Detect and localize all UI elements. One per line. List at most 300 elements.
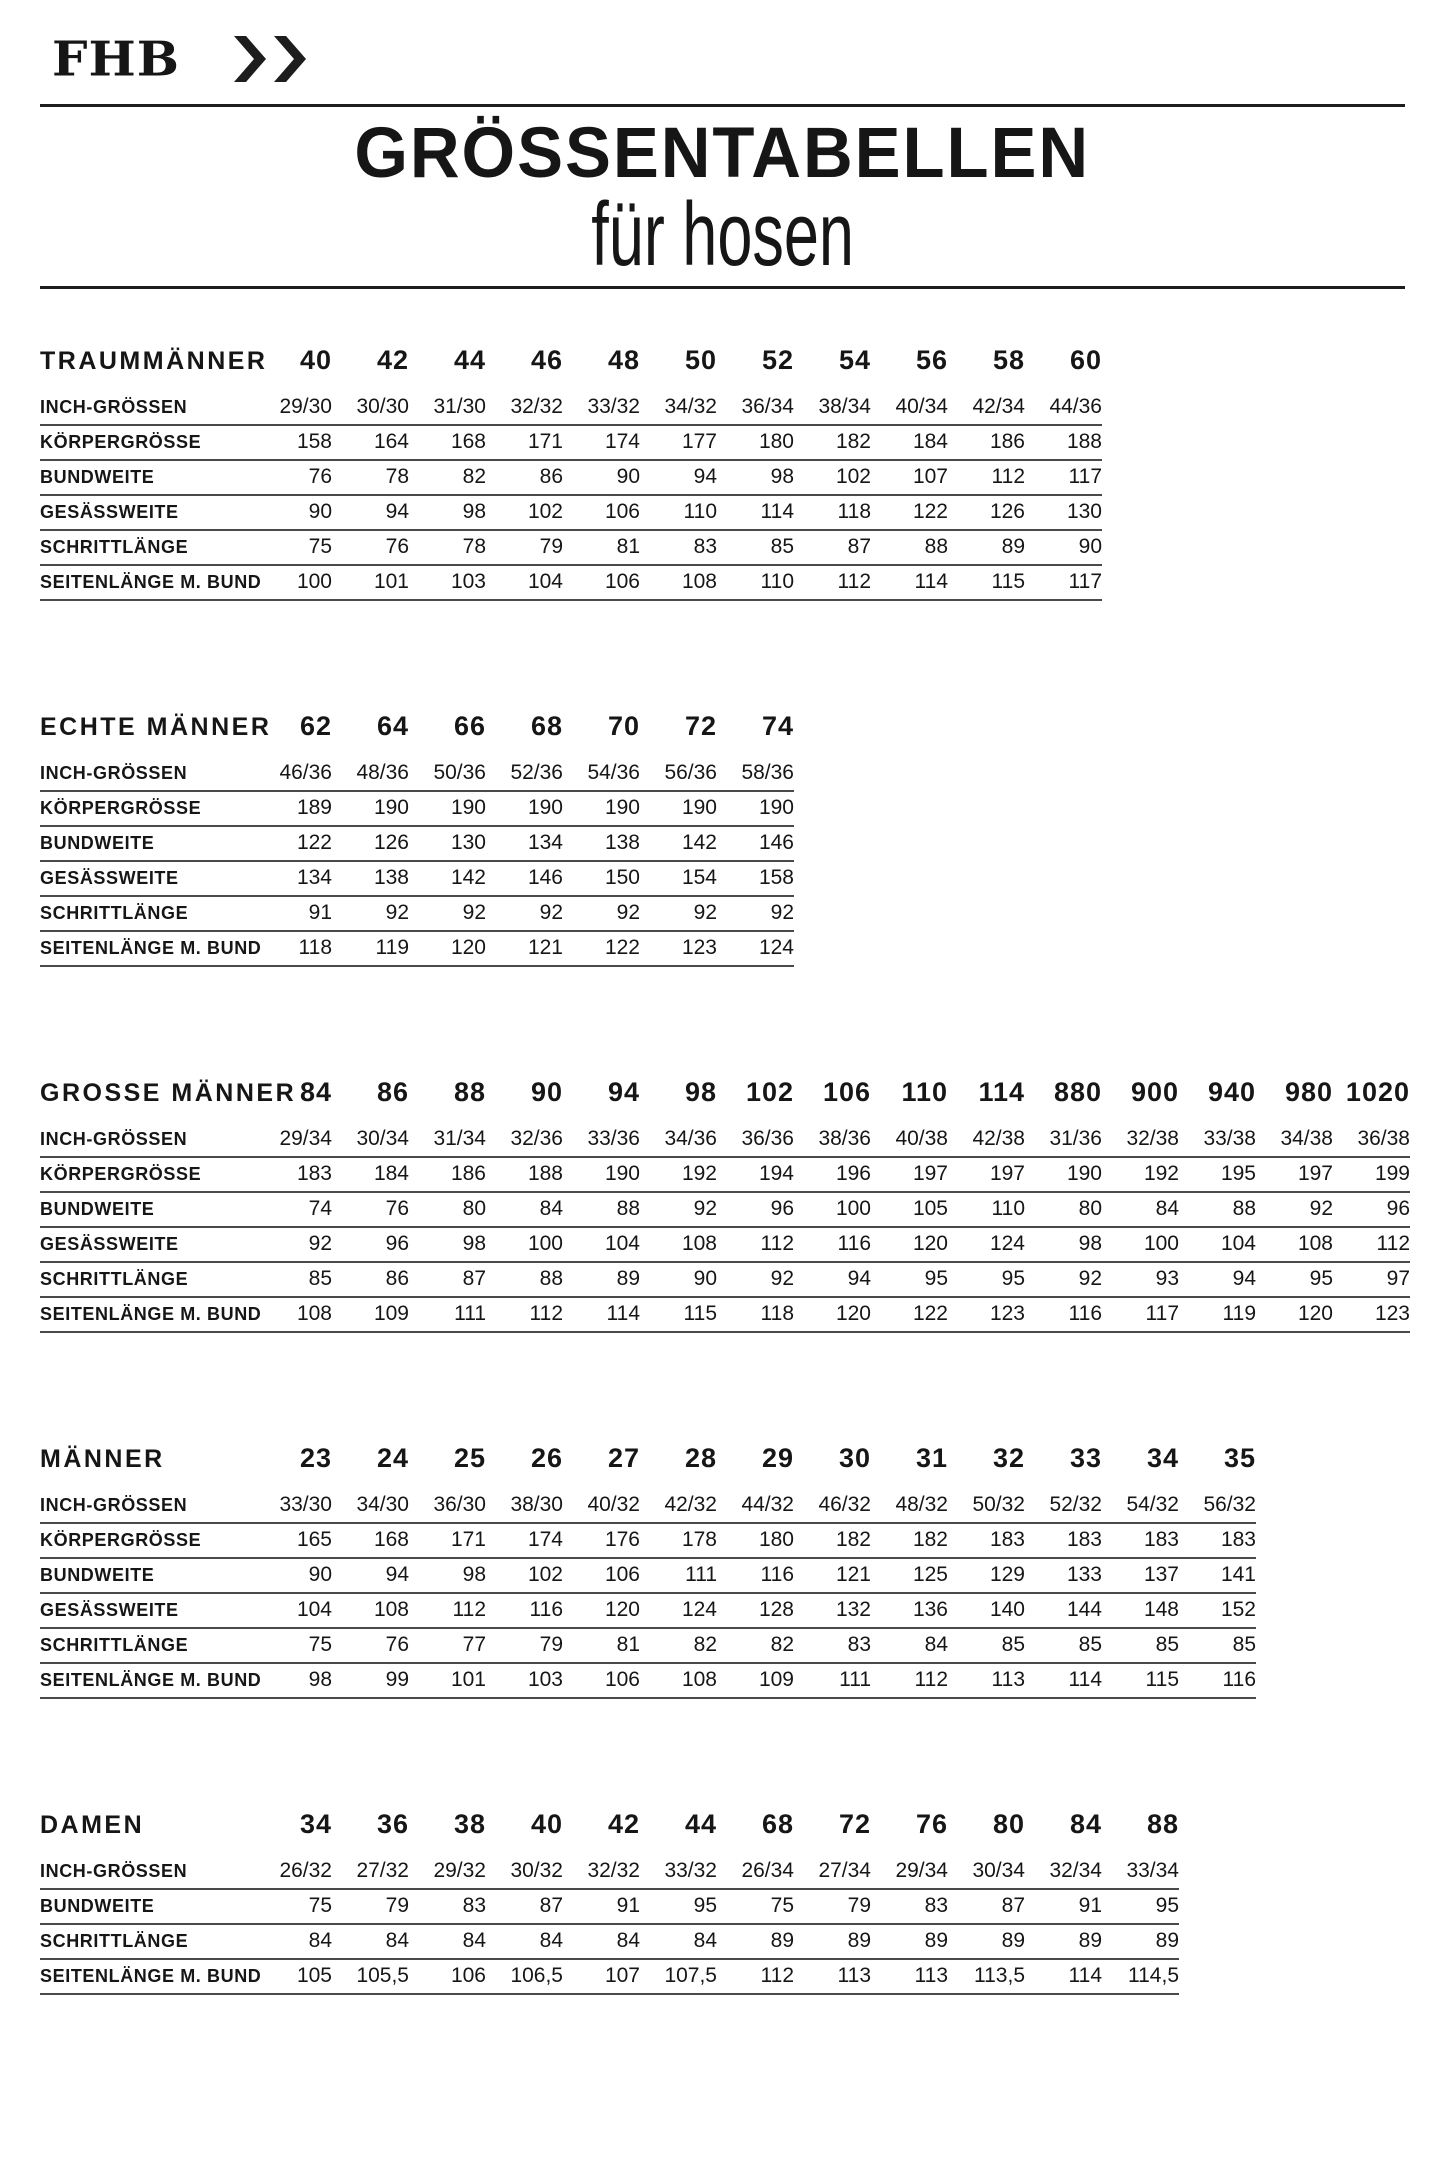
size-column-header: 31 xyxy=(915,1443,948,1474)
size-value-cell: 190 xyxy=(332,791,409,826)
size-value-cell: 54/36 xyxy=(563,757,640,791)
size-value-cell: 76 xyxy=(332,530,409,565)
size-value-cell: 190 xyxy=(563,791,640,826)
size-value-cell: 104 xyxy=(255,1593,332,1628)
size-value-cell: 107 xyxy=(563,1959,640,1994)
size-value-cell: 197 xyxy=(871,1157,948,1192)
size-value-cell: 88 xyxy=(486,1262,563,1297)
size-value-cell: 115 xyxy=(640,1297,717,1332)
size-column-header: 72 xyxy=(684,711,717,742)
size-value-cell: 82 xyxy=(640,1628,717,1663)
row-label: BUNDWEITE xyxy=(40,826,255,861)
size-value-cell: 180 xyxy=(717,425,794,460)
size-value-cell: 106,5 xyxy=(486,1959,563,1994)
size-value-cell: 188 xyxy=(1025,425,1102,460)
size-value-cell: 108 xyxy=(332,1593,409,1628)
size-value-cell: 91 xyxy=(563,1889,640,1924)
size-value-cell: 33/38 xyxy=(1179,1123,1256,1157)
size-value-cell: 146 xyxy=(486,861,563,896)
size-value-cell: 84 xyxy=(486,1924,563,1959)
size-value-cell: 113,5 xyxy=(948,1959,1025,1994)
size-value-cell: 183 xyxy=(1179,1523,1256,1558)
size-column-header: 76 xyxy=(915,1809,948,1840)
size-value-cell: 94 xyxy=(332,495,409,530)
size-value-cell: 112 xyxy=(717,1959,794,1994)
size-value-cell: 165 xyxy=(255,1523,332,1558)
size-value-cell: 27/34 xyxy=(794,1855,871,1889)
size-value-cell: 129 xyxy=(948,1558,1025,1593)
table-name: DAMEN xyxy=(40,1811,145,1840)
size-value-cell: 54/32 xyxy=(1102,1489,1179,1523)
divider-top xyxy=(40,104,1405,107)
table-row xyxy=(40,460,1102,495)
size-value-cell: 138 xyxy=(332,861,409,896)
size-value-cell: 26/34 xyxy=(717,1855,794,1889)
size-value-cell: 98 xyxy=(409,495,486,530)
size-value-cell: 96 xyxy=(1333,1192,1410,1227)
size-column-header: 62 xyxy=(299,711,332,742)
size-value-cell: 130 xyxy=(409,826,486,861)
size-value-cell: 184 xyxy=(871,425,948,460)
size-value-cell: 90 xyxy=(255,495,332,530)
size-value-cell: 90 xyxy=(255,1558,332,1593)
table-row xyxy=(40,1123,1410,1157)
size-value-cell: 88 xyxy=(1179,1192,1256,1227)
header-row xyxy=(40,711,794,757)
size-value-cell: 192 xyxy=(1102,1157,1179,1192)
size-value-cell: 40/32 xyxy=(563,1489,640,1523)
size-column-header: 25 xyxy=(453,1443,486,1474)
size-value-cell: 46/36 xyxy=(255,757,332,791)
row-label: GESÄSSWEITE xyxy=(40,495,255,530)
size-column-header: 880 xyxy=(1053,1077,1102,1108)
size-value-cell: 194 xyxy=(717,1157,794,1192)
size-value-cell: 113 xyxy=(948,1663,1025,1698)
size-column-header: 74 xyxy=(761,711,794,742)
row-label: SEITENLÄNGE M. BUND xyxy=(40,565,255,600)
size-value-cell: 132 xyxy=(794,1593,871,1628)
size-value-cell: 197 xyxy=(948,1157,1025,1192)
size-value-cell: 89 xyxy=(871,1924,948,1959)
size-column-header: 88 xyxy=(453,1077,486,1108)
size-value-cell: 128 xyxy=(717,1593,794,1628)
size-value-cell: 120 xyxy=(563,1593,640,1628)
size-value-cell: 126 xyxy=(332,826,409,861)
size-column-header: 42 xyxy=(607,1809,640,1840)
size-value-cell: 168 xyxy=(332,1523,409,1558)
size-value-cell: 124 xyxy=(717,931,794,966)
double-chevron-right-icon xyxy=(232,34,310,84)
size-value-cell: 38/36 xyxy=(794,1123,871,1157)
size-value-cell: 98 xyxy=(1025,1227,1102,1262)
size-value-cell: 106 xyxy=(563,1663,640,1698)
size-value-cell: 142 xyxy=(640,826,717,861)
size-value-cell: 85 xyxy=(255,1262,332,1297)
size-column-header: 98 xyxy=(684,1077,717,1108)
size-value-cell: 95 xyxy=(1102,1889,1179,1924)
size-value-cell: 31/36 xyxy=(1025,1123,1102,1157)
row-label: KÖRPERGRÖSSE xyxy=(40,791,255,826)
size-value-cell: 34/36 xyxy=(640,1123,717,1157)
page-subtitle: für hosen xyxy=(591,184,854,285)
table-row xyxy=(40,425,1102,460)
size-value-cell: 98 xyxy=(409,1558,486,1593)
size-value-cell: 94 xyxy=(794,1262,871,1297)
size-value-cell: 48/32 xyxy=(871,1489,948,1523)
size-value-cell: 36/36 xyxy=(717,1123,794,1157)
size-value-cell: 119 xyxy=(332,931,409,966)
size-column-header: 56 xyxy=(915,345,948,376)
size-value-cell: 123 xyxy=(1333,1297,1410,1332)
size-table-grid-maenner xyxy=(40,1443,1256,1699)
table-row xyxy=(40,1628,1256,1663)
size-value-cell: 42/32 xyxy=(640,1489,717,1523)
size-value-cell: 94 xyxy=(1179,1262,1256,1297)
size-value-cell: 89 xyxy=(948,1924,1025,1959)
size-value-cell: 83 xyxy=(640,530,717,565)
size-value-cell: 154 xyxy=(640,861,717,896)
size-value-cell: 42/34 xyxy=(948,391,1025,425)
size-value-cell: 168 xyxy=(409,425,486,460)
size-column-header: 72 xyxy=(838,1809,871,1840)
size-value-cell: 106 xyxy=(563,1558,640,1593)
table-row xyxy=(40,896,794,931)
size-table-traummaenner xyxy=(40,345,1405,601)
size-value-cell: 56/32 xyxy=(1179,1489,1256,1523)
size-value-cell: 92 xyxy=(717,896,794,931)
size-column-header: 940 xyxy=(1207,1077,1256,1108)
size-value-cell: 29/34 xyxy=(871,1855,948,1889)
row-label: SEITENLÄNGE M. BUND xyxy=(40,1297,255,1332)
size-value-cell: 81 xyxy=(563,1628,640,1663)
size-value-cell: 94 xyxy=(332,1558,409,1593)
size-value-cell: 174 xyxy=(486,1523,563,1558)
table-row xyxy=(40,1262,1410,1297)
row-label: SCHRITTLÄNGE xyxy=(40,1628,255,1663)
row-label: SCHRITTLÄNGE xyxy=(40,1262,255,1297)
size-value-cell: 100 xyxy=(486,1227,563,1262)
size-value-cell: 40/34 xyxy=(871,391,948,425)
size-value-cell: 75 xyxy=(255,1628,332,1663)
size-value-cell: 88 xyxy=(871,530,948,565)
size-value-cell: 98 xyxy=(409,1227,486,1262)
size-value-cell: 113 xyxy=(871,1959,948,1994)
size-value-cell: 92 xyxy=(717,1262,794,1297)
table-row xyxy=(40,1855,1179,1889)
size-value-cell: 102 xyxy=(794,460,871,495)
size-value-cell: 186 xyxy=(409,1157,486,1192)
size-value-cell: 27/32 xyxy=(332,1855,409,1889)
table-name: TRAUMMÄNNER xyxy=(40,347,268,376)
size-value-cell: 112 xyxy=(794,565,871,600)
tables xyxy=(40,345,1410,1995)
size-column-header: 60 xyxy=(1069,345,1102,376)
size-value-cell: 188 xyxy=(486,1157,563,1192)
size-value-cell: 141 xyxy=(1179,1558,1256,1593)
size-value-cell: 125 xyxy=(871,1558,948,1593)
size-value-cell: 79 xyxy=(332,1889,409,1924)
size-value-cell: 121 xyxy=(486,931,563,966)
size-value-cell: 176 xyxy=(563,1523,640,1558)
size-value-cell: 133 xyxy=(1025,1558,1102,1593)
size-column-header: 23 xyxy=(299,1443,332,1474)
size-value-cell: 116 xyxy=(717,1558,794,1593)
size-value-cell: 89 xyxy=(794,1924,871,1959)
size-value-cell: 29/30 xyxy=(255,391,332,425)
size-value-cell: 116 xyxy=(486,1593,563,1628)
size-column-header: 34 xyxy=(299,1809,332,1840)
row-label: SCHRITTLÄNGE xyxy=(40,1924,255,1959)
size-value-cell: 100 xyxy=(1102,1227,1179,1262)
size-value-cell: 112 xyxy=(717,1227,794,1262)
size-value-cell: 32/34 xyxy=(1025,1855,1102,1889)
size-value-cell: 36/30 xyxy=(409,1489,486,1523)
size-value-cell: 182 xyxy=(794,425,871,460)
row-label: INCH-GRÖSSEN xyxy=(40,1489,255,1523)
size-value-cell: 105 xyxy=(255,1959,332,1994)
size-value-cell: 79 xyxy=(486,1628,563,1663)
size-value-cell: 80 xyxy=(409,1192,486,1227)
table-row xyxy=(40,530,1102,565)
size-value-cell: 30/34 xyxy=(948,1855,1025,1889)
table-row xyxy=(40,757,794,791)
size-value-cell: 117 xyxy=(1025,565,1102,600)
size-column-header: 35 xyxy=(1223,1443,1256,1474)
size-column-header: 94 xyxy=(607,1077,640,1108)
size-table-damen xyxy=(40,1809,1405,1995)
size-value-cell: 33/36 xyxy=(563,1123,640,1157)
size-value-cell: 148 xyxy=(1102,1593,1179,1628)
size-column-header: 90 xyxy=(530,1077,563,1108)
size-value-cell: 119 xyxy=(1179,1297,1256,1332)
size-value-cell: 84 xyxy=(409,1924,486,1959)
size-value-cell: 38/34 xyxy=(794,391,871,425)
size-value-cell: 87 xyxy=(794,530,871,565)
row-label: BUNDWEITE xyxy=(40,1889,255,1924)
table-row xyxy=(40,391,1102,425)
size-value-cell: 98 xyxy=(255,1663,332,1698)
size-value-cell: 85 xyxy=(1179,1628,1256,1663)
size-value-cell: 105 xyxy=(871,1192,948,1227)
size-value-cell: 111 xyxy=(794,1663,871,1698)
brand-logo-text: FHB xyxy=(52,30,180,87)
size-table-grid-grosse-maenner xyxy=(40,1077,1410,1333)
size-value-cell: 116 xyxy=(1179,1663,1256,1698)
size-value-cell: 79 xyxy=(486,530,563,565)
size-value-cell: 114 xyxy=(871,565,948,600)
row-label: BUNDWEITE xyxy=(40,1192,255,1227)
size-value-cell: 33/34 xyxy=(1102,1855,1179,1889)
size-value-cell: 152 xyxy=(1179,1593,1256,1628)
size-value-cell: 158 xyxy=(255,425,332,460)
size-value-cell: 184 xyxy=(332,1157,409,1192)
table-row xyxy=(40,1157,1410,1192)
size-value-cell: 190 xyxy=(409,791,486,826)
header-row xyxy=(40,345,1102,391)
table-row xyxy=(40,1489,1256,1523)
size-value-cell: 118 xyxy=(794,495,871,530)
size-value-cell: 190 xyxy=(717,791,794,826)
size-column-header: 900 xyxy=(1130,1077,1179,1108)
size-value-cell: 38/30 xyxy=(486,1489,563,1523)
header-row xyxy=(40,1809,1179,1855)
size-value-cell: 42/38 xyxy=(948,1123,1025,1157)
size-value-cell: 77 xyxy=(409,1628,486,1663)
size-value-cell: 182 xyxy=(871,1523,948,1558)
size-value-cell: 84 xyxy=(563,1924,640,1959)
size-value-cell: 50/36 xyxy=(409,757,486,791)
table-row xyxy=(40,1297,1410,1332)
size-column-header: 26 xyxy=(530,1443,563,1474)
size-table-grid-damen xyxy=(40,1809,1179,1995)
table-row xyxy=(40,931,794,966)
size-value-cell: 46/32 xyxy=(794,1489,871,1523)
size-column-header: 40 xyxy=(530,1809,563,1840)
size-value-cell: 92 xyxy=(255,1227,332,1262)
size-value-cell: 180 xyxy=(717,1523,794,1558)
size-value-cell: 89 xyxy=(1102,1924,1179,1959)
size-value-cell: 96 xyxy=(332,1227,409,1262)
size-column-header: 84 xyxy=(1069,1809,1102,1840)
size-column-header: 70 xyxy=(607,711,640,742)
size-value-cell: 136 xyxy=(871,1593,948,1628)
size-value-cell: 32/32 xyxy=(563,1855,640,1889)
row-label: GESÄSSWEITE xyxy=(40,1227,255,1262)
row-label: BUNDWEITE xyxy=(40,1558,255,1593)
size-column-header: 102 xyxy=(745,1077,794,1108)
size-value-cell: 114 xyxy=(1025,1663,1102,1698)
size-value-cell: 116 xyxy=(794,1227,871,1262)
size-value-cell: 74 xyxy=(255,1192,332,1227)
size-column-header: 46 xyxy=(530,345,563,376)
size-value-cell: 84 xyxy=(871,1628,948,1663)
size-value-cell: 178 xyxy=(640,1523,717,1558)
row-label: GESÄSSWEITE xyxy=(40,861,255,896)
size-value-cell: 95 xyxy=(871,1262,948,1297)
size-column-header: 36 xyxy=(376,1809,409,1840)
size-value-cell: 110 xyxy=(717,565,794,600)
size-value-cell: 112 xyxy=(871,1663,948,1698)
size-value-cell: 126 xyxy=(948,495,1025,530)
size-value-cell: 92 xyxy=(1256,1192,1333,1227)
size-value-cell: 76 xyxy=(332,1192,409,1227)
size-value-cell: 107,5 xyxy=(640,1959,717,1994)
size-table-echte-maenner xyxy=(40,711,1405,967)
size-value-cell: 33/32 xyxy=(563,391,640,425)
size-value-cell: 109 xyxy=(332,1297,409,1332)
size-value-cell: 186 xyxy=(948,425,1025,460)
size-column-header: 68 xyxy=(761,1809,794,1840)
size-value-cell: 84 xyxy=(1102,1192,1179,1227)
table-row xyxy=(40,1924,1179,1959)
size-value-cell: 91 xyxy=(255,896,332,931)
table-row xyxy=(40,826,794,861)
table-row xyxy=(40,1959,1179,1994)
size-value-cell: 103 xyxy=(409,565,486,600)
size-value-cell: 116 xyxy=(1025,1297,1102,1332)
row-label: KÖRPERGRÖSSE xyxy=(40,425,255,460)
row-label: INCH-GRÖSSEN xyxy=(40,1855,255,1889)
size-value-cell: 29/34 xyxy=(255,1123,332,1157)
size-value-cell: 79 xyxy=(794,1889,871,1924)
size-value-cell: 36/34 xyxy=(717,391,794,425)
size-value-cell: 130 xyxy=(1025,495,1102,530)
size-value-cell: 99 xyxy=(332,1663,409,1698)
size-value-cell: 123 xyxy=(640,931,717,966)
size-value-cell: 92 xyxy=(1025,1262,1102,1297)
size-column-header: 66 xyxy=(453,711,486,742)
size-column-header: 38 xyxy=(453,1809,486,1840)
size-value-cell: 31/30 xyxy=(409,391,486,425)
size-column-header: 980 xyxy=(1284,1077,1333,1108)
size-value-cell: 196 xyxy=(794,1157,871,1192)
size-value-cell: 114,5 xyxy=(1102,1959,1179,1994)
size-value-cell: 91 xyxy=(1025,1889,1102,1924)
size-value-cell: 138 xyxy=(563,826,640,861)
table-row xyxy=(40,861,794,896)
page-title: GRÖSSENTABELLEN xyxy=(354,114,1091,193)
header-row xyxy=(40,1443,1256,1489)
size-value-cell: 114 xyxy=(717,495,794,530)
size-value-cell: 146 xyxy=(717,826,794,861)
size-value-cell: 171 xyxy=(486,425,563,460)
size-value-cell: 75 xyxy=(717,1889,794,1924)
size-value-cell: 86 xyxy=(332,1262,409,1297)
size-value-cell: 120 xyxy=(871,1227,948,1262)
size-value-cell: 121 xyxy=(794,1558,871,1593)
size-value-cell: 80 xyxy=(1025,1192,1102,1227)
size-value-cell: 82 xyxy=(409,460,486,495)
size-value-cell: 142 xyxy=(409,861,486,896)
size-value-cell: 84 xyxy=(640,1924,717,1959)
size-value-cell: 100 xyxy=(255,565,332,600)
size-value-cell: 32/32 xyxy=(486,391,563,425)
size-value-cell: 101 xyxy=(332,565,409,600)
size-value-cell: 108 xyxy=(640,565,717,600)
size-value-cell: 83 xyxy=(871,1889,948,1924)
size-value-cell: 150 xyxy=(563,861,640,896)
size-value-cell: 92 xyxy=(640,1192,717,1227)
size-value-cell: 92 xyxy=(409,896,486,931)
size-value-cell: 124 xyxy=(948,1227,1025,1262)
divider-bottom xyxy=(40,286,1405,289)
size-column-header: 106 xyxy=(822,1077,871,1108)
size-value-cell: 109 xyxy=(717,1663,794,1698)
size-value-cell: 199 xyxy=(1333,1157,1410,1192)
size-value-cell: 52/32 xyxy=(1025,1489,1102,1523)
size-value-cell: 97 xyxy=(1333,1262,1410,1297)
size-value-cell: 84 xyxy=(486,1192,563,1227)
size-value-cell: 137 xyxy=(1102,1558,1179,1593)
size-column-header: 110 xyxy=(901,1077,948,1108)
size-value-cell: 92 xyxy=(563,896,640,931)
size-value-cell: 183 xyxy=(255,1157,332,1192)
size-value-cell: 30/30 xyxy=(332,391,409,425)
size-value-cell: 89 xyxy=(717,1924,794,1959)
size-value-cell: 110 xyxy=(640,495,717,530)
size-value-cell: 96 xyxy=(717,1192,794,1227)
size-value-cell: 82 xyxy=(717,1628,794,1663)
table-row xyxy=(40,565,1102,600)
size-value-cell: 183 xyxy=(1102,1523,1179,1558)
size-value-cell: 105,5 xyxy=(332,1959,409,1994)
size-value-cell: 113 xyxy=(794,1959,871,1994)
row-label: BUNDWEITE xyxy=(40,460,255,495)
table-row xyxy=(40,1593,1256,1628)
size-table-grosse-maenner xyxy=(40,1077,1410,1333)
size-value-cell: 106 xyxy=(563,565,640,600)
size-column-header: 42 xyxy=(376,345,409,376)
